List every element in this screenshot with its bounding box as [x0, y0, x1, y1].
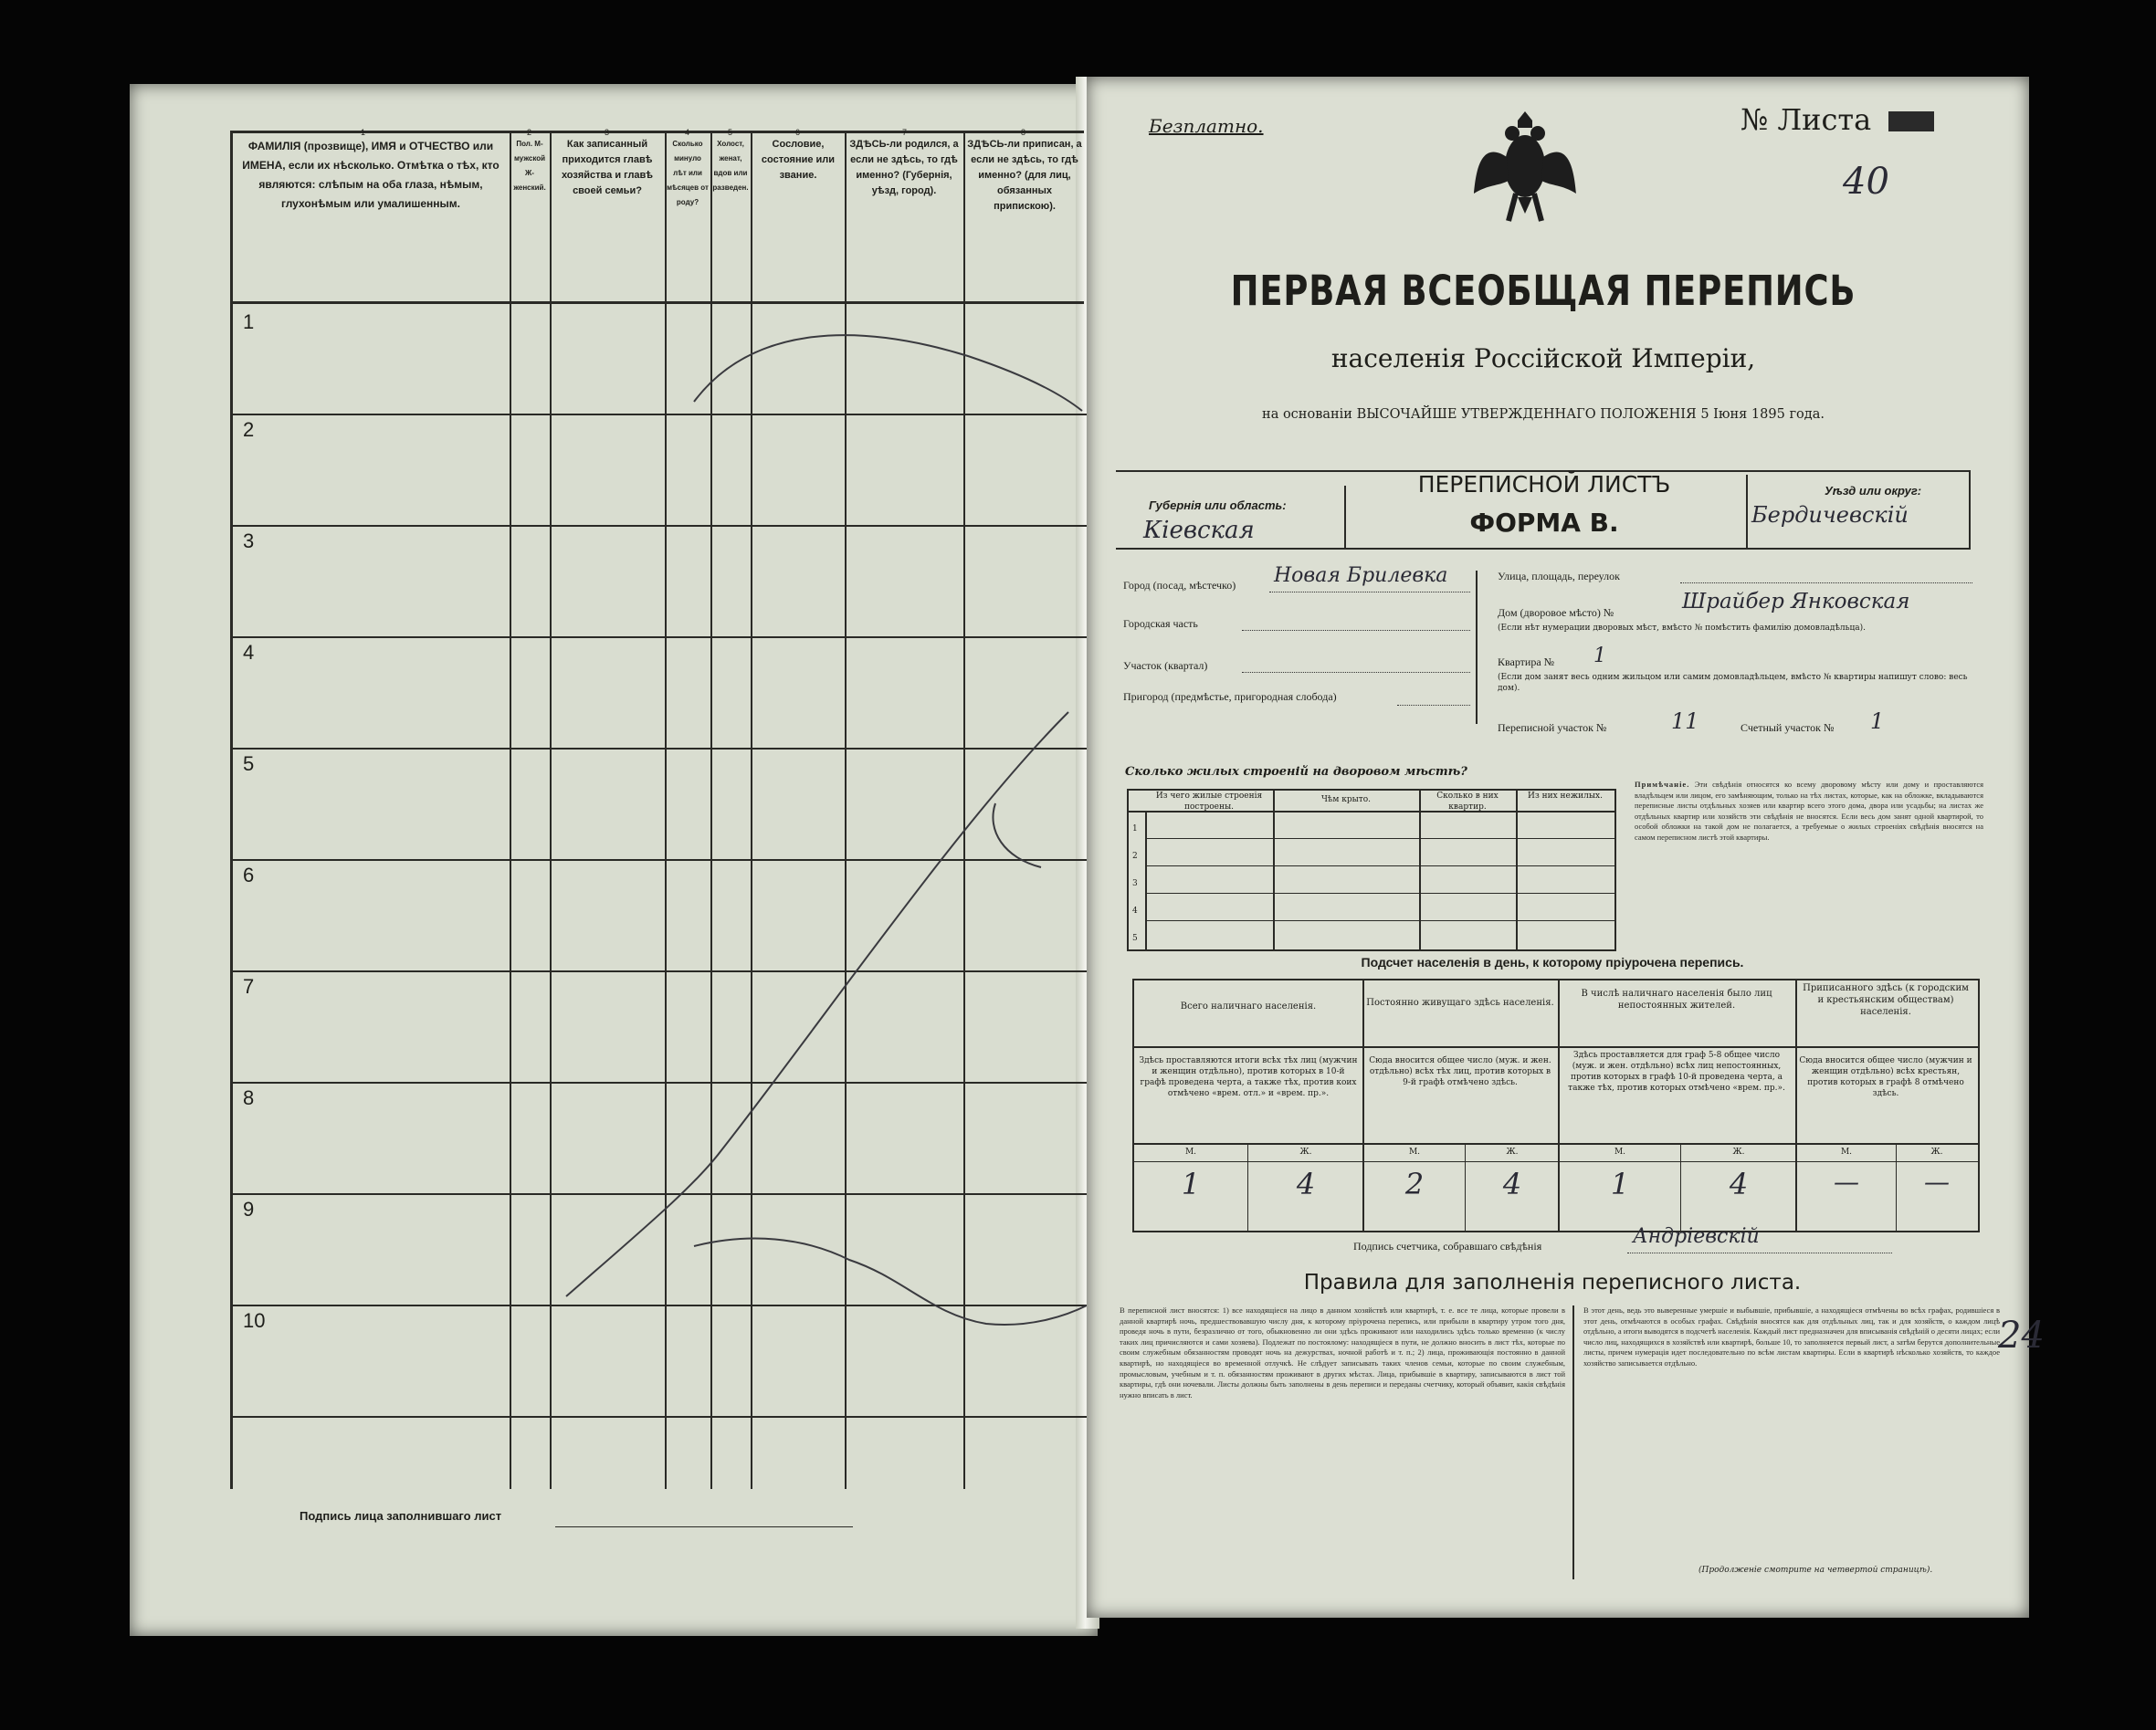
- house-note: (Если нѣт нумерации дворовых мѣст, вмѣсто № помѣстить фамилію домовладѣльца).: [1498, 624, 1867, 633]
- buildings-header-apartments: Сколько в них квартир.: [1436, 792, 1499, 812]
- sheet-number-handwritten: 40: [1843, 161, 1889, 203]
- city-part-label: Городская часть: [1123, 617, 1198, 630]
- sex-label: М.: [1840, 1148, 1853, 1157]
- apartment-note: (Если дом занят весь одним жильцом или самим домовладѣльцем, вмѣсто № квартиры напишут слово: весь дом).: [1498, 673, 1968, 693]
- row-number: 3: [243, 529, 255, 552]
- basis-line: на основаніи ВЫСОЧАЙШЕ УТВЕРЖДЕННАГО ПОЛОЖЕНІЯ 5 Іюня 1895 года.: [1262, 407, 1825, 422]
- page-subtitle: населенія Россійской Имперіи,: [1330, 343, 1756, 373]
- population-header-registered: Приписанного здѣсь (к городским и крестьянским обществам) населенія.: [1803, 983, 1969, 1017]
- rules-column-2: В этот день, ведь это выверенные умершіе и выбывшіе, прибывшіе, а находящіеся отмѣчены во всѣх графах, родившіеся в этот день, отмѣчаются в особых графах. Свѣдѣнія вносятся как для отдѣльных лиц, так и для хозяйств, о каждом лицѣ отдѣльно, а итоги выводятся в подсчетѣ населенія. Каждый лист предназначен для вписыванія свѣдѣній о десяти лицах; если число лиц, находящихся в хозяйствѣ или квартирѣ, больше 10, то заполняется первый лист, а затѣм берутся дополнительные листы, причем нумерація идет последовательно по всѣм листам квартиры. Если в квартирѣ нѣсколько хозяйств, то каждое хозяйство записывается отдѣльно.: [1583, 1305, 2000, 1368]
- column-header-sex: Пол. М-мужской Ж-женский.: [513, 140, 546, 192]
- house-value: Шрайбер Янковская: [1682, 590, 1910, 613]
- apartment-label: Квартира №: [1498, 655, 1555, 668]
- sex-label: М.: [1184, 1148, 1197, 1157]
- population-note-permanent: Сюда вносится общее число (муж. и жен. отдѣльно) всѣх тѣх лиц, против которых в 9-й графѣ отмѣчено здѣсь.: [1369, 1056, 1551, 1087]
- population-header-nonpermanent: В числѣ наличнаго населенія было лиц непостоянных жителей.: [1581, 989, 1772, 1011]
- buildings-header-material: Из чего жилые строенія построены.: [1155, 792, 1263, 812]
- row-number: 9: [243, 1198, 255, 1221]
- counter-signature-label: Подпись счетчика, собравшаго свѣдѣнія: [1353, 1240, 1542, 1253]
- rules-heading: Правила для заполненія переписного листа.: [1303, 1271, 1802, 1295]
- buildings-row-number: 5: [1132, 934, 1138, 943]
- population-header-total: Всего наличнаго населенія.: [1180, 1001, 1317, 1012]
- gubernia-value: Кіевская: [1143, 517, 1255, 544]
- buildings-note: [1635, 780, 1983, 944]
- margin-handwritten-number: 24: [1998, 1315, 2045, 1357]
- counter-signature-value: Андріевскій: [1633, 1225, 1760, 1248]
- district-label: Участок (квартал): [1123, 659, 1208, 672]
- note-text: Эти свѣдѣнія относятся ко всему дворовому мѣсту или дому и проставляются владѣльцем или лицом, его замѣняющим, только на тѣх листах, которые, как на обложке, вкладываются переписные листы отдѣльных хозяев или квартир всего этого дома, двора или усадьбы; на листах же отдѣльных квартир или хозяйств эти свѣдѣнія не вносятся. Если весь дом занят одной квартирой, то особой обложки на такой дом не полагается, а требуемые о жилых строеніях свѣдѣнія вносятся на самом переписном листѣ этой квартиры.: [1635, 780, 1983, 842]
- column-number: 1: [361, 128, 366, 137]
- buildings-table: [1127, 789, 1616, 951]
- suburb-label: Пригород (предмѣстье, пригородная слобода): [1123, 690, 1337, 703]
- row-number: 5: [243, 752, 255, 775]
- row-number: 8: [243, 1086, 255, 1109]
- row-number: 10: [243, 1309, 266, 1332]
- buildings-row-number: 2: [1132, 852, 1138, 861]
- sex-label: Ж.: [1732, 1148, 1745, 1157]
- sheet-number-blot: [1888, 111, 1934, 131]
- free-label: Безплатно.: [1149, 115, 1264, 137]
- population-value: 1: [1610, 1167, 1630, 1201]
- note-label: Примѣчаніе.: [1635, 780, 1690, 789]
- buildings-row-number: 1: [1132, 824, 1138, 834]
- population-value: —: [1834, 1167, 1859, 1197]
- sex-label: Ж.: [1930, 1148, 1943, 1157]
- column-number: 5: [728, 128, 733, 137]
- population-header-permanent: Постоянно живущаго здѣсь населенія.: [1366, 998, 1554, 1008]
- apartment-value: 1: [1593, 645, 1606, 667]
- rules-column-1: В переписной лист вносятся: 1) все находящіеся на лицо в данном хозяйствѣ или квартирѣ, т. е. все те лица, которые провели в данной квартирѣ ночь, предшествовавшую числу дня, к которому пріурочена перепись, или прибыли в квартиру утром того дня, проведя ночь в пути, безразлично от того, обыкновенно ли они здѣсь проживают или находились здѣсь только временно (к числу таких лиц причисляются и сами хозяева). Подлежат по постоялому: находящіеся в пути, не должно вносить в лист тѣх, которые по своим служебным обязанностям проводят ночь на дежурствах, ночной работѣ и т. п.; 2) лица, проживающія постоянно в данной квартирѣ, но находящіеся во временной отлучкѣ. Не слѣдует записывать таких членов семьи, которые по своим служебным, промысловым, учебным и т. п. обязанностям проживают в других мѣстах. Лица, прибывшіе в квартиру, записываются в лист той квартиры, гдѣ они ночевали. Листы должны быть заполнены в день переписи и переданы счетчику, который объявит, какія свѣдѣнія нужно вписать в лист.: [1120, 1305, 1565, 1400]
- buildings-row-number: 3: [1132, 879, 1138, 888]
- counting-district-value: 1: [1870, 708, 1885, 734]
- city-label: Город (посад, мѣстечко): [1123, 579, 1236, 592]
- pencil-strokes: [0, 0, 1096, 1552]
- column-number: 7: [902, 128, 908, 137]
- population-value: 4: [1729, 1167, 1749, 1201]
- uezd-label: Уѣзд или округ:: [1825, 484, 1922, 498]
- population-note-nonpermanent: Здѣсь проставляется для граф 5-8 общее число (муж. и жен. отдѣльно) всѣх лиц непостоянных, против которых в графѣ 10-й проведена черта, а также тѣх, против которых отмѣчено «врем. пр.».: [1568, 1051, 1785, 1093]
- row-number: 6: [243, 864, 255, 886]
- row-number: 1: [243, 310, 255, 333]
- sex-label: Ж.: [1299, 1148, 1312, 1157]
- sex-label: М.: [1614, 1148, 1626, 1157]
- population-value: 1: [1181, 1167, 1201, 1201]
- column-header-relation: Как записанный приходится главѣ хозяйства и главѣ своей семьи?: [561, 139, 654, 196]
- column-number: 3: [605, 128, 610, 137]
- column-header-marital: Холост, женат, вдов или разведен.: [712, 140, 749, 192]
- signature-label: Подпись лица заполнившаго лист: [300, 1509, 502, 1523]
- buildings-header-nonresidential: Из них нежилых.: [1528, 792, 1603, 801]
- population-value: 2: [1404, 1167, 1425, 1201]
- column-number: 6: [795, 128, 801, 137]
- column-number: 8: [1021, 128, 1026, 137]
- page-title: ПЕРВАЯ ВСЕОБЩАЯ ПЕРЕПИСЬ: [1230, 267, 1856, 315]
- imperial-eagle-icon: [1470, 102, 1580, 230]
- house-label: Дом (дворовое мѣсто) №: [1498, 606, 1614, 619]
- population-value: 4: [1296, 1167, 1316, 1201]
- sheet-label: № Листа: [1741, 102, 1872, 137]
- street-label: Улица, площадь, переулок: [1498, 570, 1620, 582]
- sex-label: М.: [1408, 1148, 1421, 1157]
- row-number: 7: [243, 975, 255, 998]
- column-header-name: ФАМИЛІЯ (прозвище), ИМЯ и ОТЧЕСТВО или ИМЕНА, если их нѣсколько. Отмѣтка о тѣх, кто являются: слѣпым на оба глаза, нѣмым, глухонѣмым или умалишенным.: [242, 140, 500, 210]
- column-header-estate: Сословие, состояние или звание.: [761, 139, 836, 181]
- form-letter: ФОРМА В.: [1469, 508, 1619, 538]
- column-header-registration: ЗДѢСЬ-ли приписан, а если не здѣсь, то гдѣ именно? (для лиц, обязанных припискою).: [967, 139, 1082, 212]
- uezd-value: Бердичевскій: [1751, 502, 1909, 528]
- buildings-row-number: 4: [1132, 907, 1138, 916]
- column-header-age: Сколько минуло лѣт или мѣсяцев от роду?: [667, 140, 709, 206]
- buildings-header-roof: Чѣм крыто.: [1320, 795, 1372, 804]
- rules-footer: (Продолженіе смотрите на четвертой страницѣ).: [1699, 1566, 1933, 1575]
- row-number: 4: [243, 641, 255, 664]
- sex-label: Ж.: [1506, 1148, 1519, 1157]
- column-header-birthplace: ЗДѢСЬ-ли родился, а если не здѣсь, то гдѣ именно? (Губернія, уѣзд, город).: [849, 139, 959, 196]
- population-note-registered: Сюда вносится общее число (мужчин и женщин отдѣльно) всѣх крестьян, против которых в графѣ 8 отмѣчено здѣсь.: [1799, 1056, 1972, 1098]
- buildings-heading: Сколько жилых строеній на дворовом мѣстѣ?: [1125, 765, 1467, 779]
- census-district-label: Переписной участок №: [1498, 721, 1607, 734]
- row-number: 2: [243, 418, 255, 441]
- form-title: ПЕРЕПИСНОЙ ЛИСТЪ: [1417, 471, 1671, 498]
- population-value: —: [1924, 1167, 1950, 1197]
- population-note-total: Здѣсь проставляются итоги всѣх тѣх лиц (мужчин и женщин отдѣльно), против которых в 10-й графѣ проведена черта, а также тѣх, против коих отмѣчено «врем. отл.» и «врем. пр.».: [1139, 1056, 1358, 1098]
- column-number: 2: [527, 128, 532, 137]
- population-value: 4: [1502, 1167, 1522, 1201]
- column-number: 4: [685, 128, 690, 137]
- city-value: Новая Брилевка: [1274, 564, 1448, 587]
- counting-district-label: Счетный участок №: [1741, 721, 1835, 734]
- gubernia-label: Губернія или область:: [1149, 498, 1287, 512]
- population-heading: Подсчет населенія в день, к которому пріурочена перепись.: [1361, 955, 1744, 970]
- census-district-value: 11: [1671, 708, 1699, 734]
